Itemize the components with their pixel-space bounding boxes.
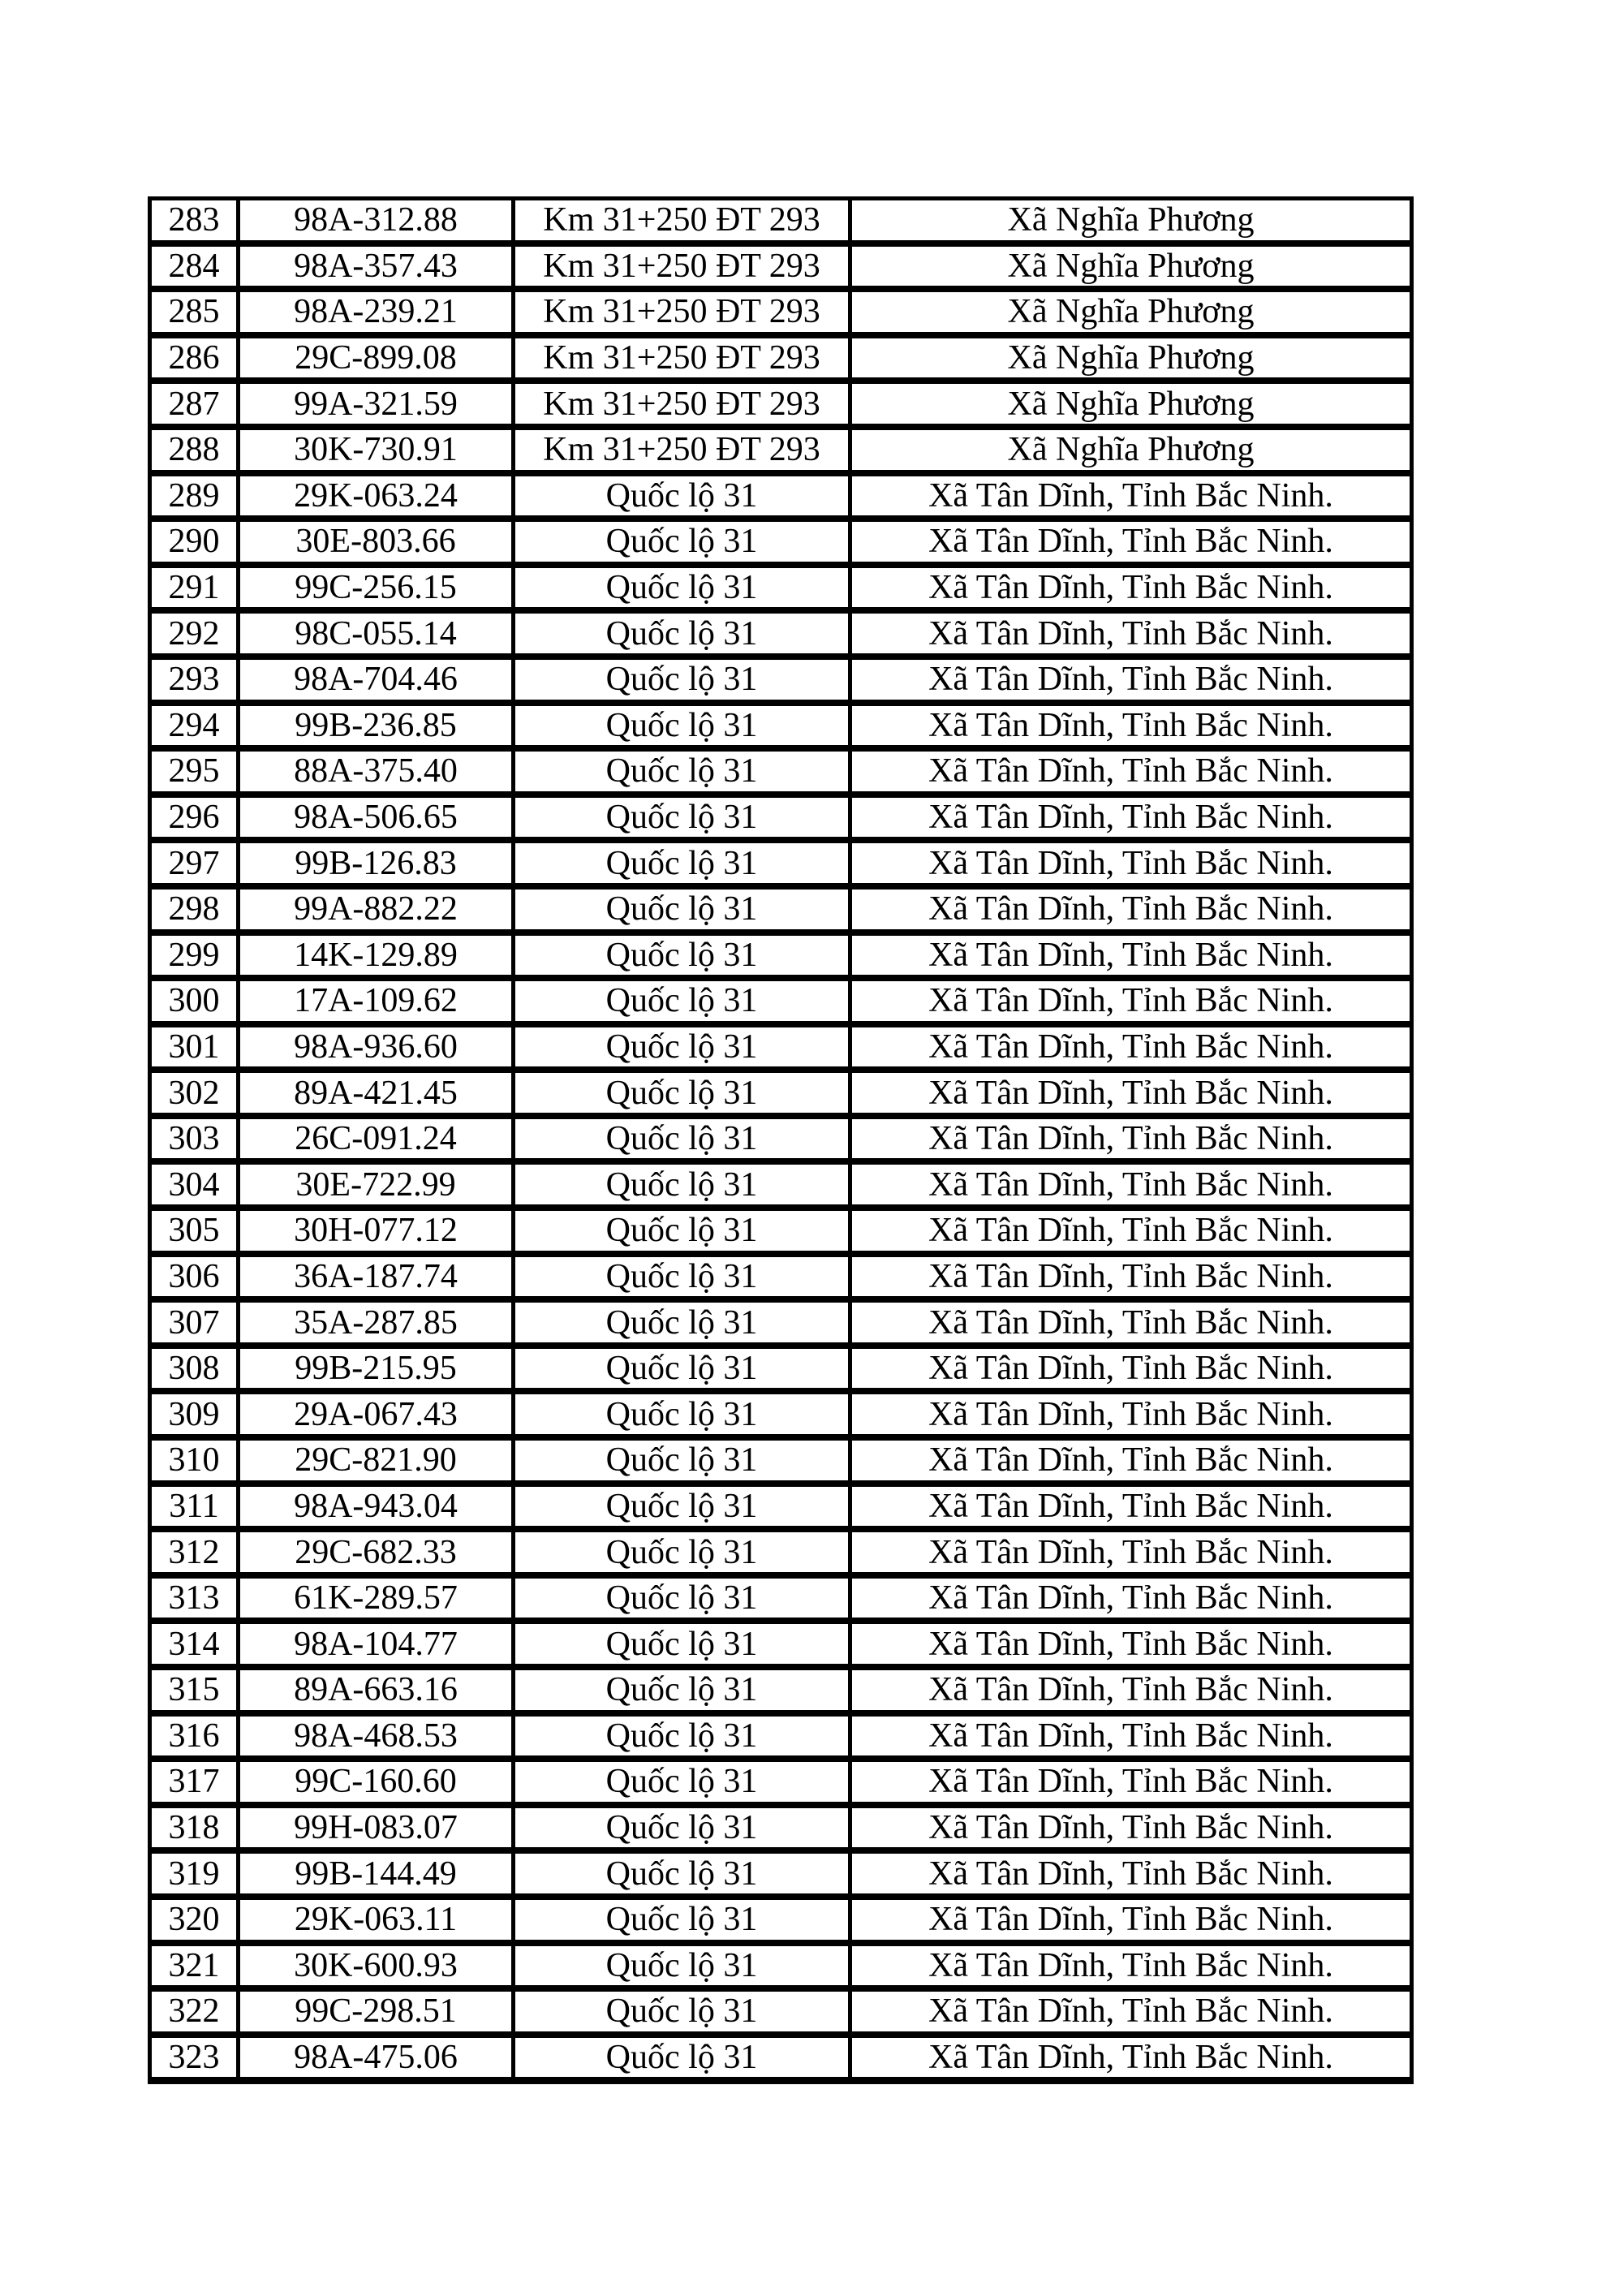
cell-stt: 284 [152,247,236,286]
cell-commune-province: Xã Nghĩa Phương [852,292,1410,332]
cell-stt: 304 [152,1165,236,1204]
cell-license-plate: 36A-187.74 [240,1257,511,1297]
cell-road-location: Quốc lộ 31 [515,1165,848,1204]
cell-road-location: Quốc lộ 31 [515,1119,848,1159]
cell-road-location: Quốc lộ 31 [515,1394,848,1434]
cell-commune-province: Xã Tân Dĩnh, Tỉnh Bắc Ninh. [852,1579,1410,1618]
cell-commune-province: Xã Tân Dĩnh, Tỉnh Bắc Ninh. [852,1900,1410,1940]
cell-stt: 291 [152,568,236,608]
cell-commune-province: Xã Tân Dĩnh, Tỉnh Bắc Ninh. [852,1717,1410,1756]
cell-road-location: Quốc lộ 31 [515,1211,848,1251]
cell-stt: 294 [152,706,236,746]
cell-stt: 318 [152,1808,236,1848]
cell-commune-province: Xã Tân Dĩnh, Tỉnh Bắc Ninh. [852,1946,1410,1986]
cell-commune-province: Xã Tân Dĩnh, Tỉnh Bắc Ninh. [852,1441,1410,1480]
cell-road-location: Quốc lộ 31 [515,568,848,608]
cell-commune-province: Xã Tân Dĩnh, Tỉnh Bắc Ninh. [852,1165,1410,1204]
cell-license-plate: 98A-312.88 [240,200,511,240]
cell-road-location: Quốc lộ 31 [515,1349,848,1389]
cell-road-location: Quốc lộ 31 [515,1717,848,1756]
cell-commune-province: Xã Tân Dĩnh, Tỉnh Bắc Ninh. [852,890,1410,929]
cell-stt: 315 [152,1670,236,1710]
cell-stt: 285 [152,292,236,332]
cell-road-location: Quốc lộ 31 [515,752,848,791]
cell-commune-province: Xã Tân Dĩnh, Tỉnh Bắc Ninh. [852,1854,1410,1893]
cell-license-plate: 29K-063.11 [240,1900,511,1940]
cell-stt: 297 [152,843,236,883]
cell-stt: 319 [152,1854,236,1893]
cell-stt: 283 [152,200,236,240]
cell-commune-province: Xã Tân Dĩnh, Tỉnh Bắc Ninh. [852,568,1410,608]
cell-road-location: Quốc lộ 31 [515,1303,848,1342]
cell-license-plate: 98A-357.43 [240,247,511,286]
cell-commune-province: Xã Nghĩa Phương [852,384,1410,424]
cell-road-location: Quốc lộ 31 [515,1670,848,1710]
cell-stt: 323 [152,2038,236,2078]
cell-license-plate: 29K-063.24 [240,476,511,516]
violation-vehicle-table [148,196,1414,2084]
cell-road-location: Quốc lộ 31 [515,798,848,838]
cell-road-location: Quốc lộ 31 [515,1762,848,1802]
cell-stt: 313 [152,1579,236,1618]
cell-commune-province: Xã Tân Dĩnh, Tỉnh Bắc Ninh. [852,1303,1410,1342]
cell-road-location: Quốc lộ 31 [515,706,848,746]
cell-commune-province: Xã Tân Dĩnh, Tỉnh Bắc Ninh. [852,1027,1410,1067]
cell-stt: 312 [152,1532,236,1572]
cell-stt: 293 [152,660,236,700]
cell-road-location: Quốc lộ 31 [515,1073,848,1113]
cell-commune-province: Xã Nghĩa Phương [852,430,1410,470]
cell-road-location: Quốc lộ 31 [515,1946,848,1986]
cell-commune-province: Xã Tân Dĩnh, Tỉnh Bắc Ninh. [852,1808,1410,1848]
cell-commune-province: Xã Tân Dĩnh, Tỉnh Bắc Ninh. [852,843,1410,883]
cell-commune-province: Xã Tân Dĩnh, Tỉnh Bắc Ninh. [852,1073,1410,1113]
cell-stt: 288 [152,430,236,470]
cell-stt: 307 [152,1303,236,1342]
cell-stt: 296 [152,798,236,838]
cell-license-plate: 98A-936.60 [240,1027,511,1067]
cell-road-location: Quốc lộ 31 [515,843,848,883]
cell-commune-province: Xã Tân Dĩnh, Tỉnh Bắc Ninh. [852,1992,1410,2031]
cell-commune-province: Xã Nghĩa Phương [852,200,1410,240]
cell-license-plate: 26C-091.24 [240,1119,511,1159]
cell-commune-province: Xã Tân Dĩnh, Tỉnh Bắc Ninh. [852,2038,1410,2078]
cell-license-plate: 30E-722.99 [240,1165,511,1204]
cell-commune-province: Xã Tân Dĩnh, Tỉnh Bắc Ninh. [852,1119,1410,1159]
cell-road-location: Km 31+250 ĐT 293 [515,430,848,470]
cell-road-location: Km 31+250 ĐT 293 [515,384,848,424]
cell-commune-province: Xã Tân Dĩnh, Tỉnh Bắc Ninh. [852,981,1410,1021]
cell-license-plate: 98A-104.77 [240,1624,511,1664]
cell-license-plate: 99B-126.83 [240,843,511,883]
cell-road-location: Quốc lộ 31 [515,522,848,562]
cell-stt: 321 [152,1946,236,1986]
cell-license-plate: 98A-704.46 [240,660,511,700]
cell-road-location: Km 31+250 ĐT 293 [515,247,848,286]
cell-commune-province: Xã Tân Dĩnh, Tỉnh Bắc Ninh. [852,1670,1410,1710]
cell-commune-province: Xã Tân Dĩnh, Tỉnh Bắc Ninh. [852,614,1410,653]
cell-license-plate: 29C-899.08 [240,338,511,378]
cell-license-plate: 29C-682.33 [240,1532,511,1572]
cell-license-plate: 30K-600.93 [240,1946,511,1986]
cell-license-plate: 99H-083.07 [240,1808,511,1848]
cell-license-plate: 29A-067.43 [240,1394,511,1434]
cell-license-plate: 99C-298.51 [240,1992,511,2031]
cell-stt: 308 [152,1349,236,1389]
cell-stt: 309 [152,1394,236,1434]
cell-license-plate: 99A-882.22 [240,890,511,929]
cell-license-plate: 98A-943.04 [240,1487,511,1527]
cell-commune-province: Xã Tân Dĩnh, Tỉnh Bắc Ninh. [852,1532,1410,1572]
cell-stt: 306 [152,1257,236,1297]
cell-commune-province: Xã Tân Dĩnh, Tỉnh Bắc Ninh. [852,1394,1410,1434]
cell-stt: 295 [152,752,236,791]
cell-road-location: Quốc lộ 31 [515,1992,848,2031]
cell-stt: 310 [152,1441,236,1480]
cell-stt: 298 [152,890,236,929]
cell-road-location: Km 31+250 ĐT 293 [515,338,848,378]
cell-road-location: Km 31+250 ĐT 293 [515,200,848,240]
cell-stt: 286 [152,338,236,378]
cell-commune-province: Xã Tân Dĩnh, Tỉnh Bắc Ninh. [852,1211,1410,1251]
cell-license-plate: 98A-475.06 [240,2038,511,2078]
cell-license-plate: 14K-129.89 [240,936,511,976]
cell-road-location: Quốc lộ 31 [515,660,848,700]
cell-commune-province: Xã Tân Dĩnh, Tỉnh Bắc Ninh. [852,660,1410,700]
cell-commune-province: Xã Nghĩa Phương [852,247,1410,286]
cell-road-location: Quốc lộ 31 [515,890,848,929]
cell-stt: 305 [152,1211,236,1251]
cell-road-location: Quốc lộ 31 [515,1854,848,1893]
cell-license-plate: 30H-077.12 [240,1211,511,1251]
cell-license-plate: 61K-289.57 [240,1579,511,1618]
cell-stt: 302 [152,1073,236,1113]
cell-license-plate: 30E-803.66 [240,522,511,562]
cell-stt: 301 [152,1027,236,1067]
cell-commune-province: Xã Tân Dĩnh, Tỉnh Bắc Ninh. [852,936,1410,976]
cell-license-plate: 98A-239.21 [240,292,511,332]
cell-commune-province: Xã Tân Dĩnh, Tỉnh Bắc Ninh. [852,706,1410,746]
cell-commune-province: Xã Tân Dĩnh, Tỉnh Bắc Ninh. [852,752,1410,791]
cell-commune-province: Xã Tân Dĩnh, Tỉnh Bắc Ninh. [852,1624,1410,1664]
cell-stt: 303 [152,1119,236,1159]
cell-road-location: Quốc lộ 31 [515,1532,848,1572]
cell-license-plate: 99B-236.85 [240,706,511,746]
cell-license-plate: 98A-506.65 [240,798,511,838]
cell-license-plate: 98C-055.14 [240,614,511,653]
cell-license-plate: 89A-663.16 [240,1670,511,1710]
cell-license-plate: 99A-321.59 [240,384,511,424]
cell-stt: 320 [152,1900,236,1940]
cell-road-location: Quốc lộ 31 [515,1441,848,1480]
cell-license-plate: 88A-375.40 [240,752,511,791]
cell-stt: 314 [152,1624,236,1664]
cell-license-plate: 99B-144.49 [240,1854,511,1893]
cell-stt: 317 [152,1762,236,1802]
cell-stt: 299 [152,936,236,976]
cell-license-plate: 99B-215.95 [240,1349,511,1389]
cell-license-plate: 35A-287.85 [240,1303,511,1342]
cell-road-location: Quốc lộ 31 [515,1624,848,1664]
cell-road-location: Quốc lộ 31 [515,1027,848,1067]
cell-road-location: Quốc lộ 31 [515,981,848,1021]
cell-stt: 322 [152,1992,236,2031]
cell-road-location: Quốc lộ 31 [515,614,848,653]
cell-license-plate: 17A-109.62 [240,981,511,1021]
cell-road-location: Quốc lộ 31 [515,936,848,976]
cell-stt: 316 [152,1717,236,1756]
cell-stt: 300 [152,981,236,1021]
cell-stt: 289 [152,476,236,516]
cell-commune-province: Xã Tân Dĩnh, Tỉnh Bắc Ninh. [852,476,1410,516]
cell-stt: 311 [152,1487,236,1527]
cell-commune-province: Xã Tân Dĩnh, Tỉnh Bắc Ninh. [852,1762,1410,1802]
cell-license-plate: 99C-160.60 [240,1762,511,1802]
cell-commune-province: Xã Tân Dĩnh, Tỉnh Bắc Ninh. [852,522,1410,562]
cell-stt: 292 [152,614,236,653]
cell-stt: 290 [152,522,236,562]
cell-commune-province: Xã Tân Dĩnh, Tỉnh Bắc Ninh. [852,1349,1410,1389]
cell-license-plate: 98A-468.53 [240,1717,511,1756]
cell-license-plate: 99C-256.15 [240,568,511,608]
cell-road-location: Quốc lộ 31 [515,1487,848,1527]
cell-license-plate: 30K-730.91 [240,430,511,470]
cell-road-location: Quốc lộ 31 [515,476,848,516]
cell-road-location: Quốc lộ 31 [515,1808,848,1848]
cell-road-location: Quốc lộ 31 [515,1579,848,1618]
cell-commune-province: Xã Tân Dĩnh, Tỉnh Bắc Ninh. [852,1487,1410,1527]
cell-road-location: Quốc lộ 31 [515,1257,848,1297]
cell-license-plate: 29C-821.90 [240,1441,511,1480]
cell-stt: 287 [152,384,236,424]
cell-road-location: Quốc lộ 31 [515,2038,848,2078]
cell-commune-province: Xã Tân Dĩnh, Tỉnh Bắc Ninh. [852,1257,1410,1297]
cell-license-plate: 89A-421.45 [240,1073,511,1113]
cell-road-location: Quốc lộ 31 [515,1900,848,1940]
cell-road-location: Km 31+250 ĐT 293 [515,292,848,332]
cell-commune-province: Xã Tân Dĩnh, Tỉnh Bắc Ninh. [852,798,1410,838]
cell-commune-province: Xã Nghĩa Phương [852,338,1410,378]
